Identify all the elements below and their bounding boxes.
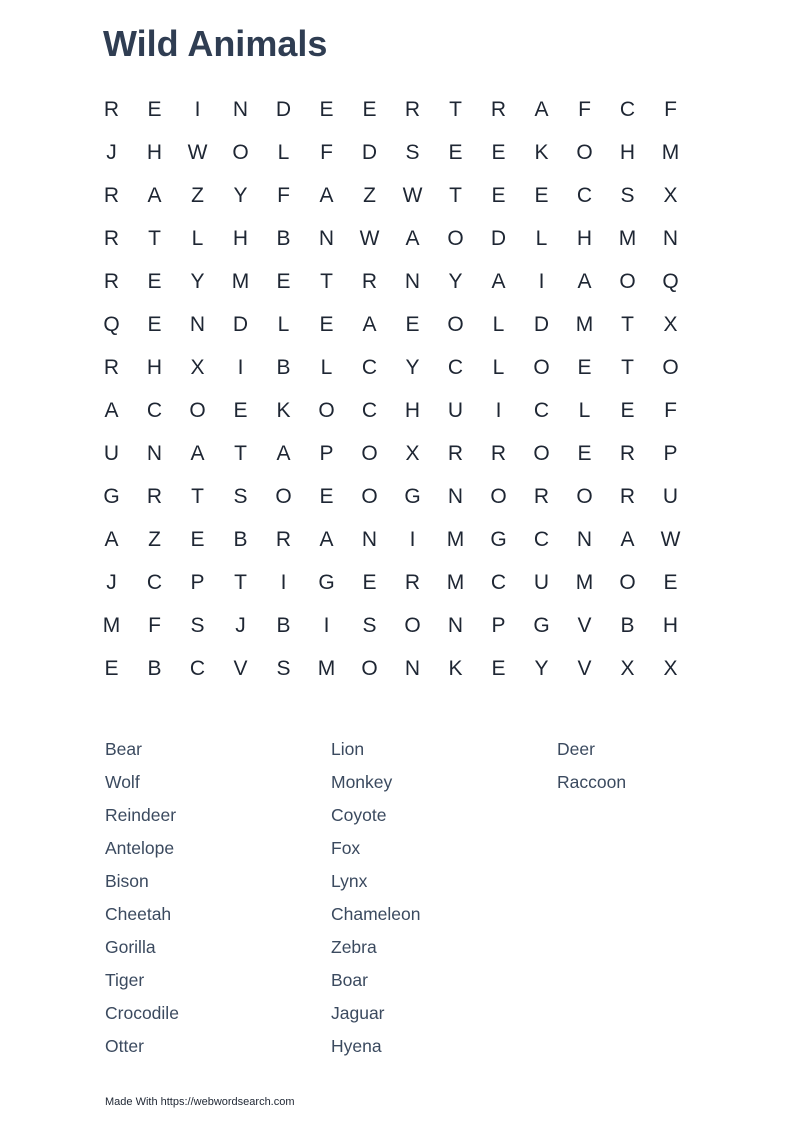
grid-letter: F (578, 98, 591, 121)
grid-letter: U (662, 485, 679, 508)
grid-letter: C (189, 657, 206, 680)
word-list (105, 737, 783, 1067)
grid-letter: A (405, 227, 420, 250)
grid-letter: E (147, 98, 162, 121)
grid-letter: R (103, 356, 120, 379)
grid-letter: D (361, 141, 378, 164)
grid-letter: O (318, 399, 335, 422)
grid-letter: A (190, 442, 205, 465)
grid-letter: O (662, 356, 679, 379)
grid-letter: X (663, 657, 678, 680)
grid-letter: M (317, 657, 336, 680)
word-item: Bison (105, 871, 149, 891)
grid-letter: A (276, 442, 291, 465)
word-item: Coyote (331, 805, 387, 825)
grid-letter: E (319, 98, 334, 121)
word-item: Gorilla (105, 937, 156, 957)
grid-letter: I (323, 614, 330, 637)
grid-letter: O (361, 485, 378, 508)
grid-letter: C (146, 399, 163, 422)
grid-letter: D (232, 313, 249, 336)
word-item: Wolf (105, 772, 140, 792)
grid-letter: T (621, 313, 634, 336)
grid-row (90, 432, 692, 475)
grid-letter: T (320, 270, 333, 293)
word-column (331, 737, 557, 1067)
grid-letter: S (233, 485, 248, 508)
grid-letter: T (449, 184, 462, 207)
grid-row (90, 260, 692, 303)
grid-letter: K (276, 399, 291, 422)
grid-row (90, 174, 692, 217)
grid-letter: M (575, 313, 594, 336)
grid-letter: R (275, 528, 292, 551)
word-item: Deer (557, 739, 595, 759)
grid-letter: S (405, 141, 420, 164)
grid-letter: C (447, 356, 464, 379)
grid-letter: O (576, 141, 593, 164)
word-item: Monkey (331, 772, 393, 792)
word-column (557, 737, 783, 1067)
word-item: Otter (105, 1036, 144, 1056)
grid-letter: B (276, 356, 291, 379)
grid-letter: L (578, 399, 591, 422)
grid-letter: N (447, 614, 464, 637)
grid-letter: N (189, 313, 206, 336)
grid-letter: R (490, 98, 507, 121)
grid-letter: N (576, 528, 593, 551)
grid-letter: C (619, 98, 636, 121)
grid-letter: B (276, 614, 291, 637)
word-item: Raccoon (557, 772, 627, 792)
grid-letter: I (237, 356, 244, 379)
grid-letter: E (147, 270, 162, 293)
word-item: Crocodile (105, 1003, 179, 1023)
grid-letter: R (447, 442, 464, 465)
grid-letter: O (189, 399, 206, 422)
grid-letter: R (103, 227, 120, 250)
grid-letter: F (148, 614, 161, 637)
grid-letter: J (106, 571, 117, 594)
grid-row (90, 131, 692, 174)
grid-row (90, 561, 692, 604)
grid-letter: E (147, 313, 162, 336)
grid-letter: L (277, 141, 290, 164)
grid-letter: L (492, 356, 505, 379)
grid-letter: V (577, 614, 592, 637)
grid-letter: F (664, 399, 677, 422)
grid-letter: V (577, 657, 592, 680)
grid-row (90, 389, 692, 432)
grid-letter: H (146, 356, 163, 379)
letter-grid (90, 88, 692, 690)
grid-letter: Y (233, 184, 248, 207)
word-item: Antelope (105, 838, 175, 858)
word-item: Hyena (331, 1036, 382, 1056)
grid-letter: T (234, 571, 247, 594)
grid-row (90, 604, 692, 647)
grid-letter: B (147, 657, 162, 680)
grid-letter: A (577, 270, 592, 293)
grid-letter: F (277, 184, 290, 207)
grid-letter: C (533, 528, 550, 551)
grid-letter: R (103, 98, 120, 121)
grid-row (90, 88, 692, 131)
grid-letter: R (533, 485, 550, 508)
grid-letter: E (405, 313, 420, 336)
grid-letter: M (231, 270, 250, 293)
grid-letter: C (361, 399, 378, 422)
grid-letter: C (146, 571, 163, 594)
grid-letter: S (620, 184, 635, 207)
grid-row (90, 346, 692, 389)
grid-letter: G (103, 485, 120, 508)
grid-letter: A (319, 184, 334, 207)
grid-letter: X (190, 356, 205, 379)
grid-row (90, 303, 692, 346)
grid-letter: E (534, 184, 549, 207)
grid-row (90, 217, 692, 260)
grid-letter: R (146, 485, 163, 508)
grid-letter: D (490, 227, 507, 250)
grid-letter: H (619, 141, 636, 164)
grid-letter: B (233, 528, 248, 551)
grid-letter: D (533, 313, 550, 336)
grid-letter: R (490, 442, 507, 465)
grid-letter: R (619, 485, 636, 508)
grid-letter: Q (103, 313, 120, 336)
grid-letter: R (103, 184, 120, 207)
grid-letter: E (491, 184, 506, 207)
grid-letter: E (663, 571, 678, 594)
grid-letter: T (449, 98, 462, 121)
word-item: Reindeer (105, 805, 177, 825)
grid-letter: M (446, 571, 465, 594)
grid-letter: O (490, 485, 507, 508)
grid-letter: A (362, 313, 377, 336)
grid-letter: E (362, 571, 377, 594)
word-column (105, 737, 331, 1067)
grid-letter: N (404, 657, 421, 680)
grid-letter: A (491, 270, 506, 293)
grid-letter: R (404, 571, 421, 594)
grid-letter: E (577, 356, 592, 379)
grid-letter: S (276, 657, 291, 680)
grid-letter: W (359, 227, 380, 250)
word-item: Lion (331, 739, 365, 759)
word-item: Lynx (331, 871, 368, 891)
grid-letter: S (190, 614, 205, 637)
grid-letter: P (491, 614, 506, 637)
grid-letter: S (362, 614, 377, 637)
word-item: Chameleon (331, 904, 421, 924)
grid-letter: G (490, 528, 507, 551)
grid-letter: R (404, 98, 421, 121)
grid-letter: K (534, 141, 549, 164)
page-title: Wild Animals (103, 23, 328, 64)
grid-letter: O (619, 270, 636, 293)
grid-letter: E (319, 485, 334, 508)
grid-letter: L (492, 313, 505, 336)
word-item: Fox (331, 838, 361, 858)
grid-letter: I (194, 98, 201, 121)
grid-letter: E (276, 270, 291, 293)
grid-letter: E (577, 442, 592, 465)
grid-letter: N (232, 98, 249, 121)
grid-letter: Y (534, 657, 549, 680)
word-item: Zebra (331, 937, 377, 957)
grid-letter: D (275, 98, 292, 121)
grid-letter: B (276, 227, 291, 250)
grid-letter: A (620, 528, 635, 551)
grid-letter: O (275, 485, 292, 508)
grid-letter: A (147, 184, 162, 207)
grid-letter: H (662, 614, 679, 637)
grid-letter: E (448, 141, 463, 164)
grid-letter: O (361, 657, 378, 680)
grid-row (90, 647, 692, 690)
grid-letter: L (320, 356, 333, 379)
grid-letter: M (618, 227, 637, 250)
word-item: Bear (105, 739, 142, 759)
grid-letter: N (447, 485, 464, 508)
grid-letter: A (319, 528, 334, 551)
grid-letter: Y (405, 356, 420, 379)
grid-letter: L (535, 227, 548, 250)
grid-letter: F (320, 141, 333, 164)
grid-letter: O (404, 614, 421, 637)
grid-letter: O (533, 356, 550, 379)
grid-letter: J (235, 614, 246, 637)
grid-letter: O (447, 313, 464, 336)
grid-letter: E (491, 141, 506, 164)
grid-letter: N (146, 442, 163, 465)
word-item: Tiger (105, 970, 145, 990)
grid-letter: P (663, 442, 678, 465)
grid-letter: U (533, 571, 550, 594)
grid-letter: A (104, 528, 119, 551)
word-item: Jaguar (331, 1003, 385, 1023)
footer-credit: Made With https://webwordsearch.com (105, 1096, 295, 1108)
grid-letter: R (619, 442, 636, 465)
grid-letter: L (191, 227, 204, 250)
grid-letter: B (620, 614, 635, 637)
grid-letter: O (361, 442, 378, 465)
grid-letter: T (234, 442, 247, 465)
grid-letter: H (232, 227, 249, 250)
grid-letter: C (361, 356, 378, 379)
grid-letter: G (404, 485, 421, 508)
grid-letter: T (621, 356, 634, 379)
grid-letter: O (447, 227, 464, 250)
grid-letter: Z (363, 184, 376, 207)
grid-letter: G (318, 571, 335, 594)
grid-letter: X (663, 184, 678, 207)
grid-letter: I (280, 571, 287, 594)
grid-letter: M (575, 571, 594, 594)
grid-letter: N (404, 270, 421, 293)
grid-letter: N (662, 227, 679, 250)
grid-letter: W (660, 528, 681, 551)
grid-letter: W (187, 141, 208, 164)
grid-letter: Q (662, 270, 679, 293)
grid-letter: E (104, 657, 119, 680)
grid-row (90, 475, 692, 518)
grid-letter: F (664, 98, 677, 121)
grid-letter: T (191, 485, 204, 508)
grid-letter: I (409, 528, 416, 551)
grid-letter: M (446, 528, 465, 551)
grid-letter: A (104, 399, 119, 422)
grid-letter: H (576, 227, 593, 250)
grid-letter: H (146, 141, 163, 164)
grid-letter: P (190, 571, 205, 594)
grid-letter: I (495, 399, 502, 422)
grid-letter: N (318, 227, 335, 250)
grid-letter: E (362, 98, 377, 121)
grid-letter: X (405, 442, 420, 465)
grid-letter: M (661, 141, 680, 164)
grid-letter: C (533, 399, 550, 422)
grid-letter: P (319, 442, 334, 465)
grid-letter: Z (148, 528, 161, 551)
grid-letter: N (361, 528, 378, 551)
grid-letter: E (319, 313, 334, 336)
grid-letter: O (533, 442, 550, 465)
grid-letter: R (361, 270, 378, 293)
grid-letter: C (490, 571, 507, 594)
grid-letter: V (233, 657, 248, 680)
grid-letter: T (148, 227, 161, 250)
grid-letter: O (619, 571, 636, 594)
grid-letter: L (277, 313, 290, 336)
grid-letter: X (663, 313, 678, 336)
grid-letter: G (533, 614, 550, 637)
grid-row (90, 518, 692, 561)
word-item: Cheetah (105, 904, 172, 924)
grid-letter: O (232, 141, 249, 164)
grid-letter: E (190, 528, 205, 551)
grid-letter: U (103, 442, 120, 465)
grid-letter: M (102, 614, 121, 637)
grid-letter: Y (448, 270, 463, 293)
grid-letter: R (103, 270, 120, 293)
grid-letter: J (106, 141, 117, 164)
grid-letter: K (448, 657, 463, 680)
grid-letter: Y (190, 270, 205, 293)
grid-letter: E (620, 399, 635, 422)
grid-letter: Z (191, 184, 204, 207)
grid-letter: E (491, 657, 506, 680)
grid-letter: E (233, 399, 248, 422)
grid-letter: H (404, 399, 421, 422)
grid-letter: I (538, 270, 545, 293)
grid-letter: O (576, 485, 593, 508)
grid-letter: U (447, 399, 464, 422)
grid-letter: W (402, 184, 423, 207)
grid-letter: C (576, 184, 593, 207)
word-item: Boar (331, 970, 368, 990)
grid-letter: A (534, 98, 549, 121)
grid-letter: X (620, 657, 635, 680)
